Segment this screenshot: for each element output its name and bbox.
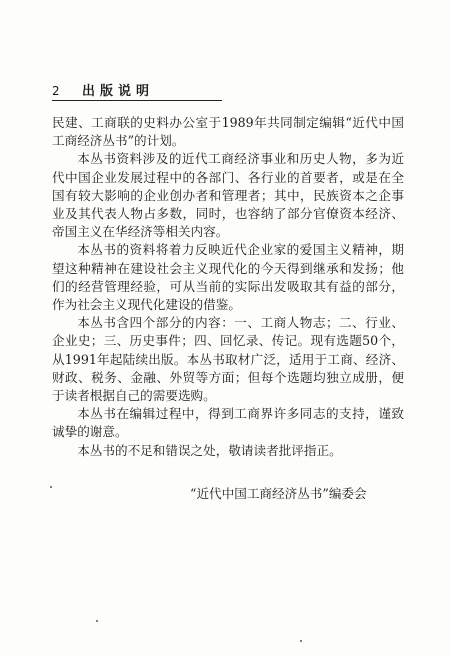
paragraph-2: 本丛书资料涉及的近代工商经济事业和历史人物，多为近代中国企业发展过程中的各部门、各行业的首要者，或是在全国有较大影响的企业创办者和管理者；其中，民族资本之企事业及其代表人物占多数，同时，也容纳了部分官僚资本经济、帝国主义在华经济等相关内容。 [52,151,404,240]
paragraph-3: 本丛书的资料将着力反映近代企业家的爱国主义精神，期望这种精神在建设社会主义现代化的今天得到继承和发扬；他们的经营管理经验，可从当前的实际出发吸取其有益的部分，作为社会主义现代化建设的借鉴。 [52,242,404,313]
document-body [52,114,404,460]
scan-speck [96,620,98,622]
scan-speck [50,486,52,488]
paragraph-1: 民建、工商联的史料办公室于1989年共同制定编辑“近代中国工商经济丛书”的计划。 [52,115,404,149]
scan-speck [300,640,302,642]
editorial-signature: “近代中国工商经济丛书”编委会 [190,486,367,501]
page-header [52,82,222,101]
paragraph-5: 本丛书在编辑过程中，得到工商界许多同志的支持，谨致诚挚的谢意。 [52,406,404,440]
page-number: 2 [52,84,60,98]
paragraph-6: 本丛书的不足和错误之处，敬请读者批评指正。 [77,442,342,458]
paragraph-4: 本丛书含四个部分的内容：一、工商人物志；二、行业、企业史；三、历史事件；四、回忆录、传记。现有选题50个，从1991年起陆续出版。本丛书取材广泛，适用于工商、经济、财政、税务、金融、外贸等方面；但每个选题均独立成册，便于读者根据自己的需要选购。 [52,315,404,404]
section-title: 出版说明 [82,84,155,99]
